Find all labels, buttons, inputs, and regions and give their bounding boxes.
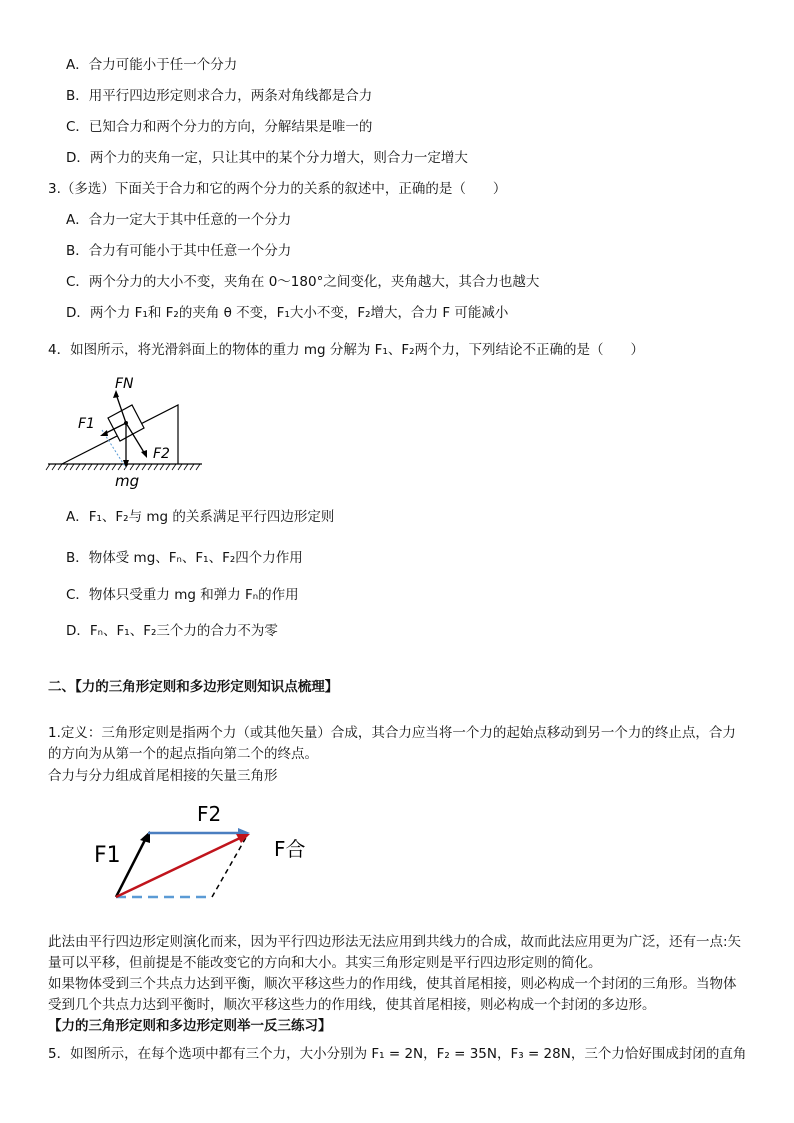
q5-stem: 5．如图所示，在每个选项中都有三个力，大小分别为 F₁ = 2N，F₂ = 35N，F₃ = 28N，三个力恰好围成封闭的直角 bbox=[48, 1046, 747, 1062]
q4-option-a: A．F₁、F₂与 mg 的关系满足平行四边形定则 bbox=[66, 509, 335, 525]
practice-heading: 【力的三角形定则和多边形定则举一反三练习】 bbox=[48, 1018, 332, 1034]
section-heading: 二、【力的三角形定则和多边形定则知识点梳理】 bbox=[48, 679, 339, 695]
q2-option-a: A．合力可能小于任一个分力 bbox=[66, 57, 238, 73]
f1-vector-label: F1 bbox=[94, 843, 121, 868]
resultant-label: F合 bbox=[274, 837, 306, 861]
q2-option-b: B．用平行四边形定则求合力，两条对角线都是合力 bbox=[66, 88, 373, 104]
mg-label: mg bbox=[115, 472, 140, 490]
q3-option-c: C．两个分力的大小不变，夹角在 0～180°之间变化，夹角越大，其合力也越大 bbox=[66, 274, 540, 290]
triangle-subtitle: 合力与分力组成首尾相接的矢量三角形 bbox=[48, 768, 278, 784]
q3-option-b: B．合力有可能小于其中任意一个分力 bbox=[66, 243, 292, 259]
q4-option-c: C．物体只受重力 mg 和弹力 Fₙ的作用 bbox=[66, 587, 299, 603]
definition-paragraph: 1.定义：三角形定则是指两个力（或其他矢量）合成，其合力应当将一个力的起始点移动到另一个力的终止点，合力的方向为从第一个的起点指向第二个的终点。 bbox=[48, 725, 736, 762]
q3-option-a: A．合力一定大于其中任意的一个分力 bbox=[66, 212, 292, 228]
q2-option-c: C．已知合力和两个分力的方向，分解结果是唯一的 bbox=[66, 119, 373, 135]
q4-option-d: D．Fₙ、F₁、F₂三个力的合力不为零 bbox=[66, 623, 278, 639]
equilibrium-paragraph: 如果物体受到三个共点力达到平衡，顺次平移这些力的作用线，使其首尾相接，则必构成一个封闭的三角形。当物体受到几个共点力达到平衡时，顺次平移这些力的作用线，使其首尾相接，则必构成一个封闭的多边形。 bbox=[48, 976, 737, 1013]
q4-option-b: B．物体受 mg、Fₙ、F₁、F₂四个力作用 bbox=[66, 550, 303, 566]
f2-vector-label: F2 bbox=[197, 802, 222, 826]
q2-option-d: D．两个力的夹角一定，只让其中的某个分力增大，则合力一定增大 bbox=[66, 150, 468, 166]
f1-label: F1 bbox=[78, 416, 95, 432]
f2-label: F2 bbox=[153, 446, 170, 462]
incline-figure bbox=[40, 368, 220, 493]
explanation-paragraph: 此法由平行四边形定则演化而来，因为平行四边形法无法应用到共线力的合成，故而此法应用更为广泛，还有一点:矢量可以平移，但前提是不能改变它的方向和大小。其实三角形定则是平行四边形定则的简化。 bbox=[48, 934, 742, 971]
fn-label: FN bbox=[115, 376, 134, 392]
vector-triangle-figure bbox=[80, 796, 340, 916]
q3-stem: 3.（多选）下面关于合力和它的两个分力的关系的叙述中，正确的是（ ） bbox=[48, 181, 507, 197]
q3-option-d: D．两个力 F₁和 F₂的夹角 θ 不变，F₁大小不变，F₂增大，合力 F 可能减小 bbox=[66, 305, 509, 321]
q4-stem: 4．如图所示，将光滑斜面上的物体的重力 mg 分解为 F₁、F₂两个力，下列结论不正确的是（ ） bbox=[48, 342, 645, 358]
